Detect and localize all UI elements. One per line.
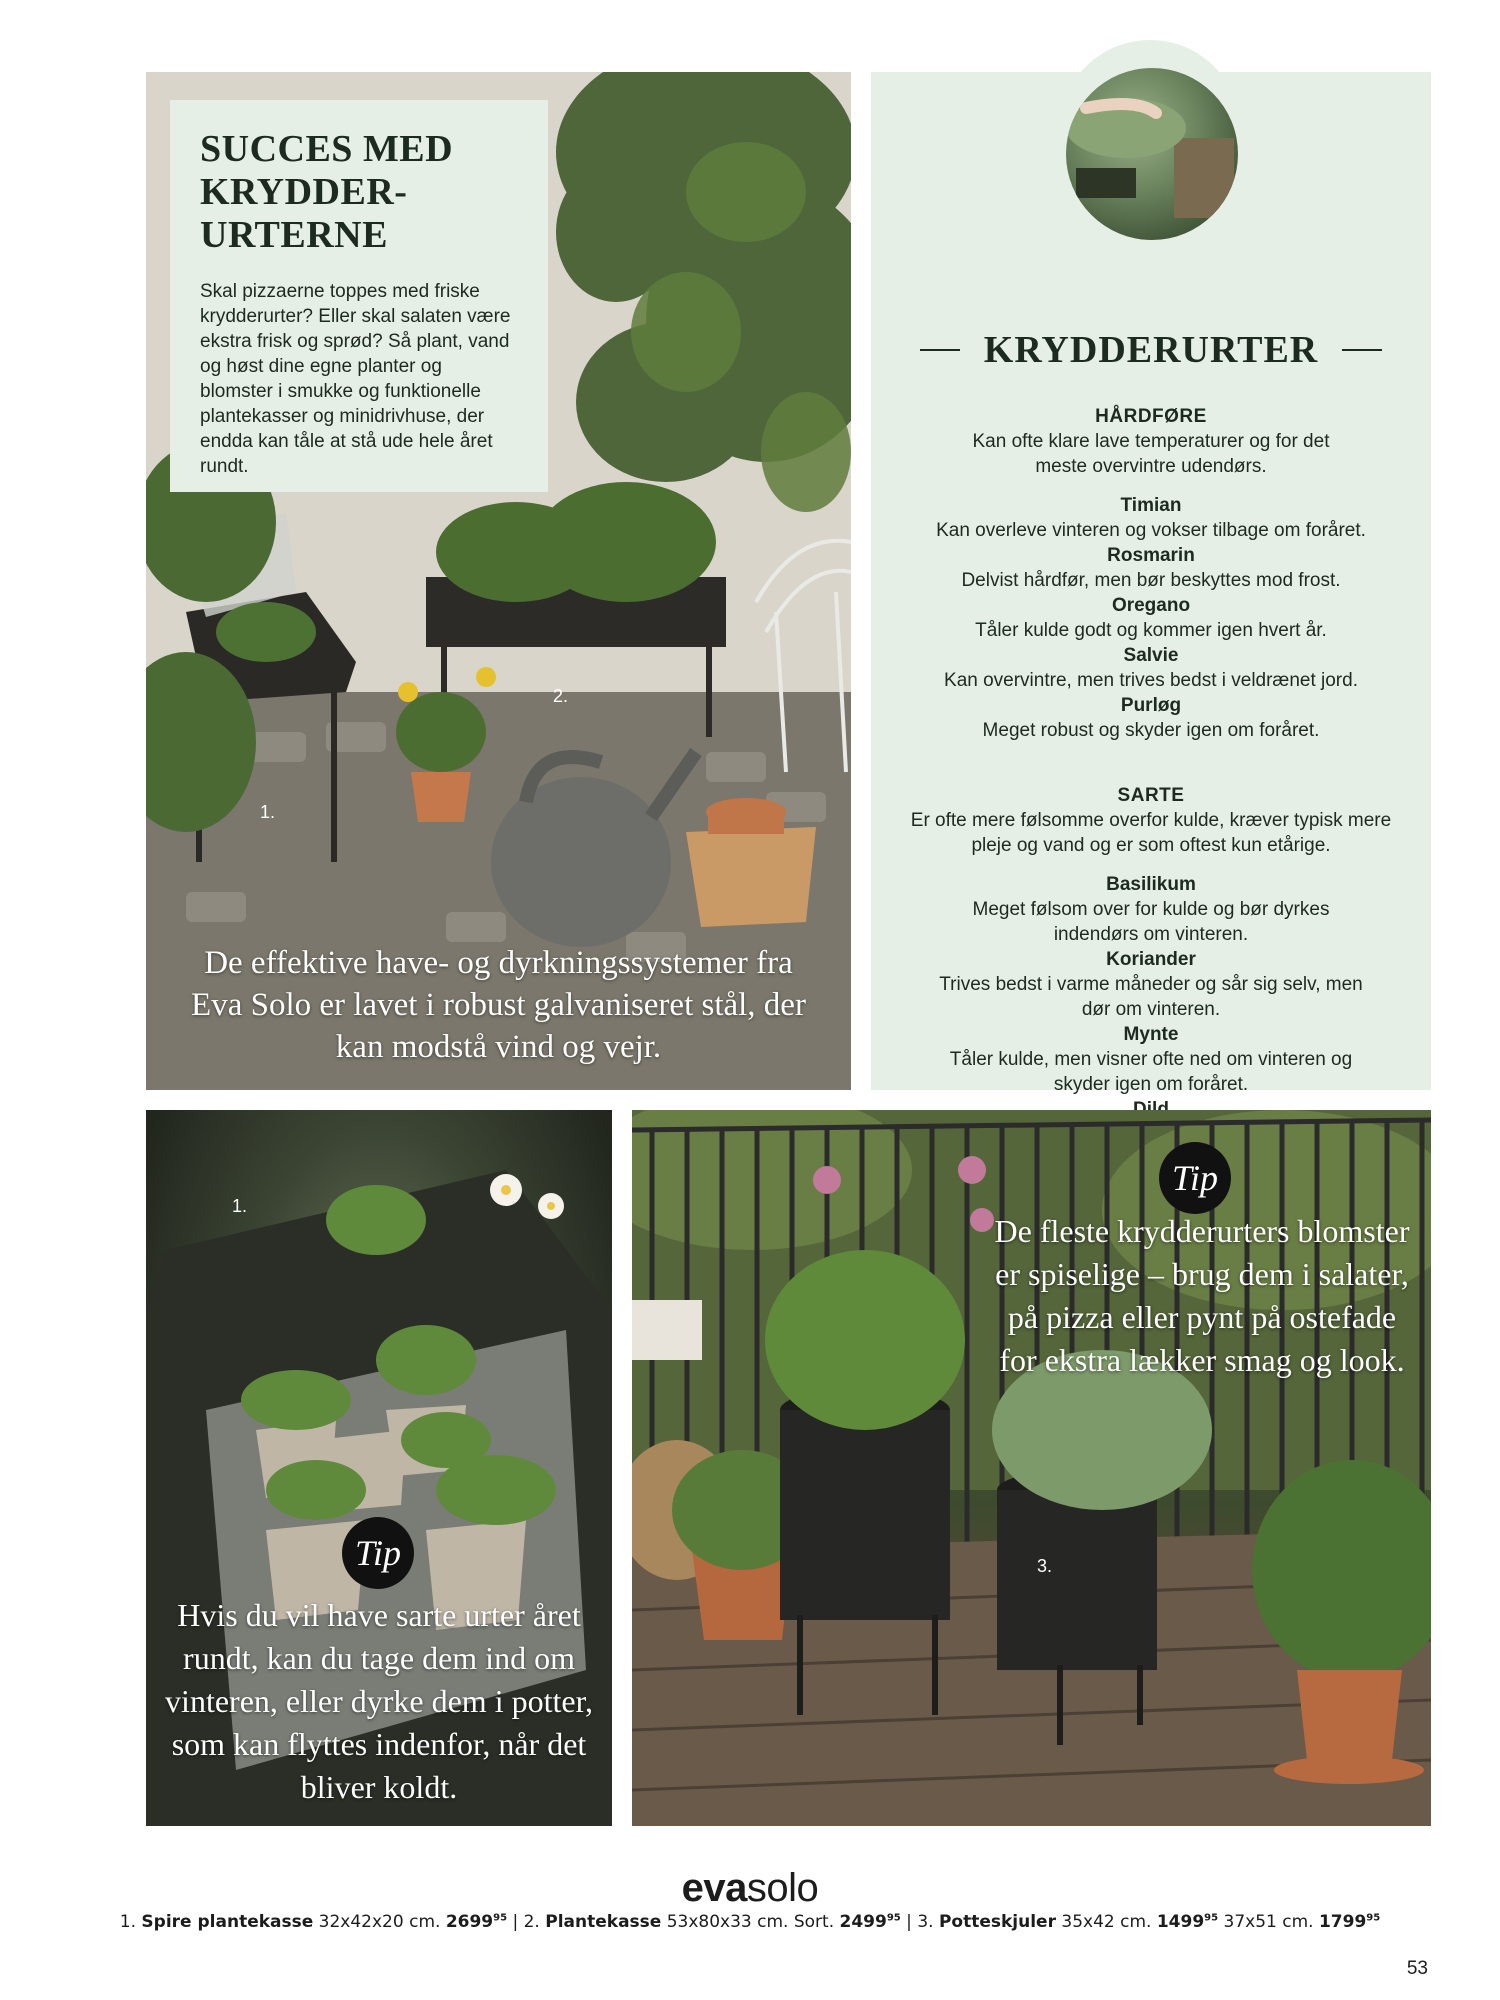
herb-name: Koriander [1106, 949, 1196, 970]
product-name: Spire plantekasse [141, 1912, 314, 1932]
page-number: 53 [1406, 1958, 1428, 1979]
eva-solo-logo [0, 1866, 1500, 1911]
herb-name: Oregano [1111, 595, 1191, 616]
separator: | [512, 1912, 519, 1932]
product-size: 35x42 cm. [1061, 1912, 1152, 1932]
intro-text: Skal pizzaerne toppes med friske krydderurter? Eller skal salaten være ekstra frisk og sprød? Så plant, vand og høst dine egne planter og blomster i smukke og funktionelle plantekasser og minidrivhuse, der endda kan tåle at stå ude hele året rundt. [200, 281, 511, 477]
seedlings-photo [146, 1110, 612, 1826]
product-price: 2499$^{95}$ [839, 1912, 901, 1932]
herb-name: Purløg [1120, 695, 1182, 716]
product-number: 1. [119, 1912, 137, 1932]
tip-badge: Tip [1159, 1142, 1231, 1214]
product-size: 53x80x33 cm. Sort. [666, 1912, 835, 1932]
heading-rule-right [1342, 349, 1382, 351]
herb-description: Trives bedst i varme måneder og sår sig selv, men dør om vinteren. [939, 974, 1363, 1020]
logo-light: solo [746, 1866, 819, 1910]
herbs-heading: KRYDDERURTER [983, 329, 1319, 371]
herb-description: Delvist hårdfør, men bør beskyttes mod frost. [961, 570, 1341, 591]
herbs-heading-row [871, 328, 1431, 372]
hardy-title: HÅRDFØRE [1095, 406, 1207, 427]
price-line [0, 1912, 1500, 1932]
balcony-photo [632, 1110, 1431, 1826]
product-size: 37x51 cm. [1223, 1912, 1314, 1932]
garden-photo-caption: De effektive have- og dyrkningssystemer fra Eva Solo er lavet i robust galvaniseret stål, der kan modstå vind og vejr. [191, 945, 806, 1065]
hardy-description: Kan ofte klare lave temperaturer og for det meste overvintre udendørs. [972, 431, 1330, 477]
herbs-list [891, 404, 1411, 1147]
product-label-1: 1. [260, 802, 276, 822]
product-price: 2699$^{95}$ [445, 1912, 508, 1932]
herb-description: Tåler kulde, men visner ofte ned om vinteren og skyder igen om foråret. [949, 1049, 1353, 1095]
product-name: Plantekasse [545, 1912, 662, 1932]
tip-text: De fleste krydderurters blomster er spiselige – brug dem i salater, på pizza eller pynt på ostefade for ekstra lækker smag og look. [994, 1213, 1410, 1378]
product-number: 3. [917, 1912, 934, 1932]
product-price: 1499$^{95}$ [1156, 1912, 1219, 1932]
herb-name: Timian [1120, 495, 1182, 516]
herb-planting-illustration [1066, 68, 1238, 240]
intro-box [170, 100, 548, 492]
intro-title: SUCCES MED KRYDDER- URTERNE [200, 128, 454, 256]
herb-name: Basilikum [1106, 874, 1196, 895]
tender-description: Er ofte mere følsomme overfor kulde, kræver typisk mere pleje og vand og er som oftest kun etårige. [910, 810, 1392, 856]
herb-description: Tåler kulde godt og kommer igen hvert år. [975, 620, 1327, 641]
product-number: 2. [523, 1912, 540, 1932]
product-label-3: 3. [1037, 1556, 1053, 1576]
logo-bold: eva [681, 1866, 747, 1910]
product-size: 32x42x20 cm. [318, 1912, 441, 1932]
garden-photo [146, 72, 851, 1090]
herb-description: Meget robust og skyder igen om foråret. [982, 720, 1320, 741]
herb-planting-photo [1066, 68, 1238, 240]
heading-rule-left [920, 349, 960, 351]
separator: | [906, 1912, 912, 1932]
herb-description: Kan overvintre, men trives bedst i veldrænet jord. [944, 670, 1358, 691]
herb-name: Salvie [1123, 645, 1179, 666]
product-label-1: 1. [232, 1196, 248, 1216]
product-price: 1799$^{95}$ [1318, 1912, 1381, 1932]
product-name: Potteskjuler [938, 1912, 1056, 1932]
herb-description: Kan overleve vinteren og vokser tilbage om foråret. [936, 520, 1366, 541]
herb-name: Mynte [1123, 1024, 1179, 1045]
tip-badge: Tip [342, 1517, 414, 1589]
herb-description: Meget følsom over for kulde og bør dyrkes indendørs om vinteren. [972, 899, 1330, 945]
tip-text: Hvis du vil have sarte urter året rundt, kan du tage dem ind om vinteren, eller dyrke dem i potter, som kan flyttes indenfor, når det bliver koldt. [165, 1597, 593, 1805]
herb-name: Rosmarin [1107, 545, 1195, 566]
tender-title: SARTE [1117, 785, 1185, 806]
product-label-2: 2. [553, 686, 569, 706]
